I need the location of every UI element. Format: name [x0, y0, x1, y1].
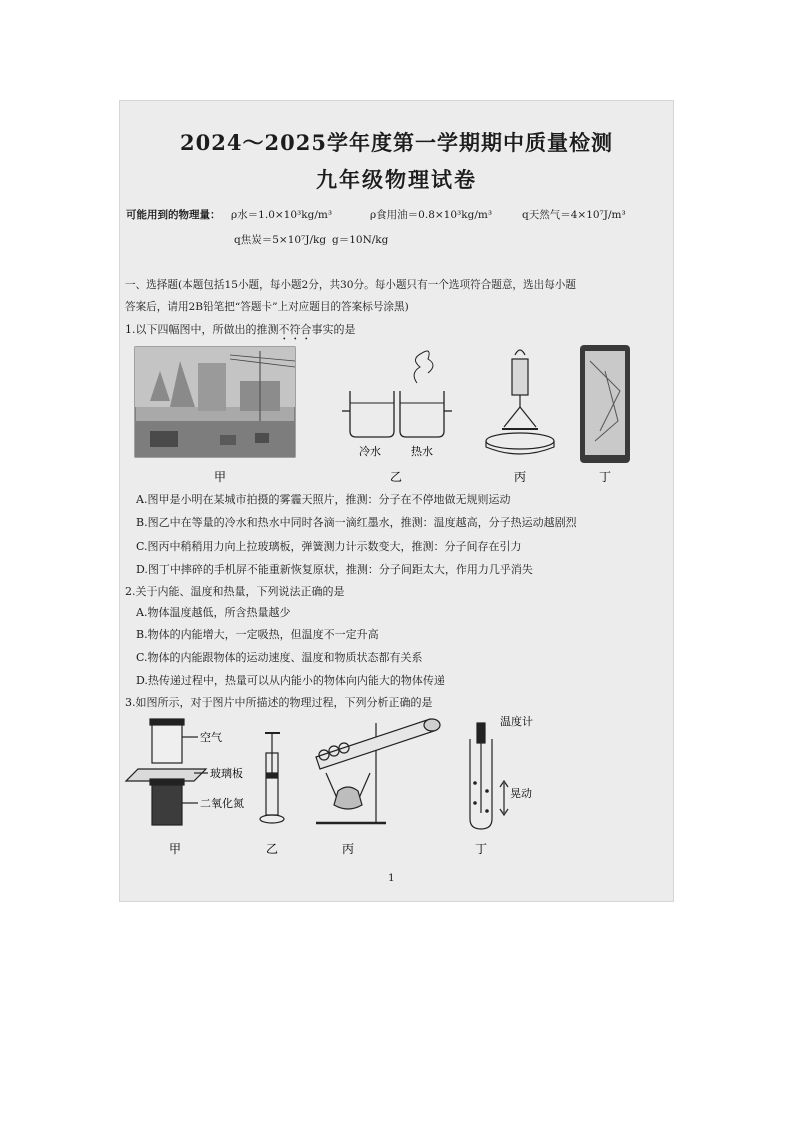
smog-photo — [135, 347, 295, 457]
section-heading-cont: 答案后，请用2B铅笔把“答题卡”上对应题目的答案标号涂黑) — [125, 301, 409, 313]
exam-subtitle: 九年级物理试卷 — [316, 167, 477, 192]
q2-option-d: D.热传递过程中，热量可以从内能小的物体向内能大的物体传递 — [136, 674, 445, 687]
q1-stem-suffix: 事实的是 — [311, 323, 356, 336]
q1-option-b: B.图乙中在等量的冷水和热水中同时各滴一滴红墨水，推测：温度越高，分子热运动越剧烈 — [136, 516, 577, 529]
section-heading: 一、选择题(本题包括15小题，每小题2分，共30分。每小题只有一个选项符合题意，选出每小题 — [125, 279, 576, 291]
q3-figures — [120, 713, 673, 863]
constant-rho-oil: ρ食用油＝0.8×10³kg/m³ — [370, 209, 493, 221]
exam-page — [120, 101, 673, 901]
exam-title: 2024～2025学年度第一学期期中质量检测 — [180, 130, 613, 155]
q3-stem: 3.如图所示，对于图片中所描述的物理过程，下列分析正确的是 — [125, 696, 433, 709]
piston-figure — [260, 733, 284, 823]
q1-option-d: D.图丁中摔碎的手机屏不能重新恢复原状，推测：分子间距太大，作用力几乎消失 — [136, 563, 533, 576]
broken-phone-figure — [580, 345, 630, 463]
test-tube-heating-figure — [316, 719, 440, 823]
constant-rho-water: ρ水＝1.0×10³kg/m³ — [231, 209, 333, 221]
constant-q-coke: q焦炭＝5×10⁷J/kg — [234, 234, 327, 246]
q1-label-yi: 乙 — [389, 470, 403, 484]
q1-stem-prefix: 1.以下四幅图中，所做出的推测 — [125, 323, 279, 336]
constant-g: g＝10N/kg — [332, 234, 389, 246]
q3-label-shake: 晃动 — [510, 787, 532, 800]
q1-label-bing: 丙 — [513, 470, 527, 484]
gas-diffusion-figure — [126, 719, 208, 825]
q3-label-jia: 甲 — [168, 842, 182, 856]
q1-label-ding: 丁 — [598, 470, 612, 484]
q1-label-hot-water: 热水 — [411, 445, 433, 458]
constants-label: 可能用到的物理量： — [126, 209, 221, 221]
q1-stem-emphasis: 不符合 — [278, 323, 312, 336]
spring-scale-figure — [486, 350, 554, 454]
q3-label-yi: 乙 — [265, 842, 279, 856]
q2-option-a: A.物体温度越低，所含热量越少 — [136, 606, 291, 619]
beakers-figure — [342, 351, 452, 437]
thermometer-tube-figure — [470, 723, 508, 829]
q2-option-b: B.物体的内能增大，一定吸热，但温度不一定升高 — [136, 628, 379, 641]
page-number: 1 — [388, 872, 395, 884]
q1-stem — [125, 322, 356, 343]
q1-label-cold-water: 冷水 — [359, 445, 381, 458]
q3-label-no2: 二氧化氮 — [200, 797, 244, 810]
q3-label-thermometer: 温度计 — [500, 715, 533, 728]
q1-figures — [120, 341, 673, 491]
q3-label-air: 空气 — [200, 731, 222, 744]
q3-label-ding: 丁 — [474, 842, 488, 856]
q1-label-jia: 甲 — [213, 470, 227, 484]
q3-label-glass-plate: 玻璃板 — [210, 767, 243, 780]
q1-option-c: C.图丙中稍稍用力向上拉玻璃板，弹簧测力计示数变大，推测：分子间存在引力 — [136, 540, 522, 553]
q1-option-a: A.图甲是小明在某城市拍摄的雾霾天照片，推测：分子在不停地做无规则运动 — [136, 493, 511, 506]
q2-stem: 2.关于内能、温度和热量，下列说法正确的是 — [125, 585, 345, 598]
q2-option-c: C.物体的内能跟物体的运动速度、温度和物质状态都有关系 — [136, 651, 423, 664]
q3-label-bing: 丙 — [341, 842, 355, 856]
constant-q-gas: q天然气＝4×10⁷J/m³ — [522, 209, 626, 221]
